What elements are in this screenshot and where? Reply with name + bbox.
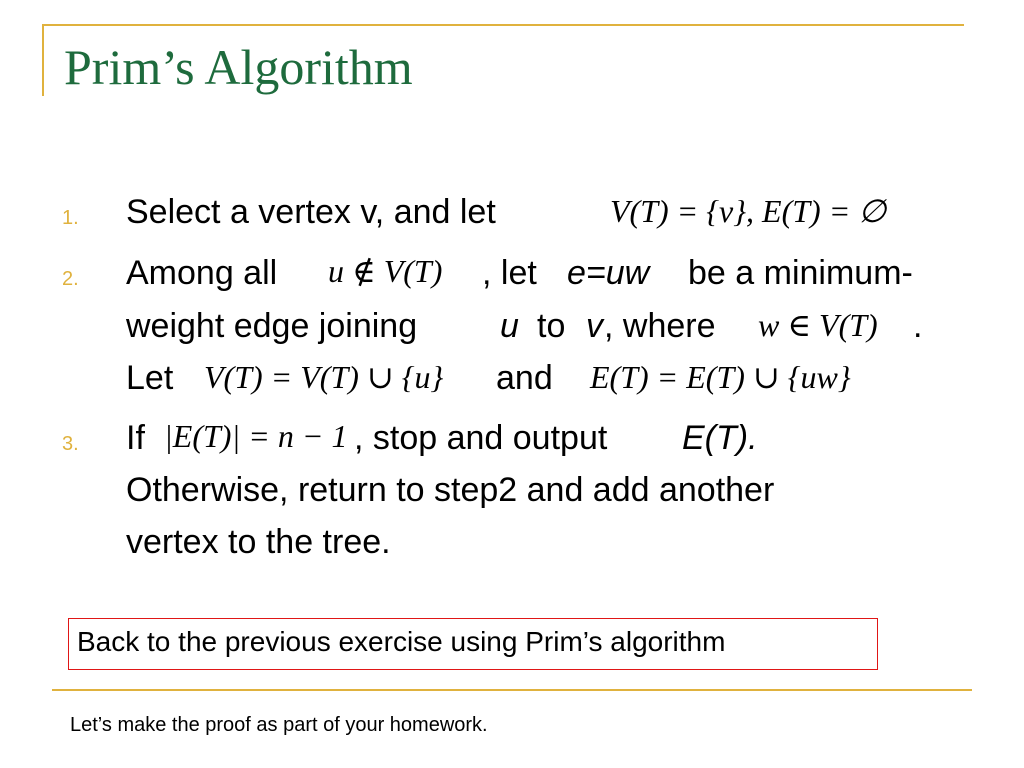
output-et: E(T).: [682, 419, 758, 457]
slide-title: Prim’s Algorithm: [64, 39, 413, 95]
formula-edge-count: |E(T)| = n − 1: [164, 418, 348, 454]
left-rule: [42, 24, 44, 96]
step-text: , stop and output: [354, 419, 608, 457]
step-text: , where: [604, 307, 716, 345]
step-text: , let: [482, 254, 537, 292]
formula-vt-et: V(T) = {v}, E(T) = ∅: [610, 193, 887, 229]
formula-et-union: E(T) = E(T) ∪ {uw}: [590, 359, 851, 395]
var-u: u: [500, 307, 519, 345]
var-v: v: [586, 307, 603, 345]
step-text: to: [537, 307, 566, 345]
step-text: weight edge joining: [126, 307, 418, 345]
step-number: 2.: [62, 268, 79, 290]
footer-text: Let’s make the proof as part of your homework.: [70, 714, 488, 736]
formula-w-in-vt: w ∈ V(T): [758, 307, 878, 343]
step-text: and: [496, 359, 553, 397]
step-number: 1.: [62, 207, 79, 229]
step-text: Let: [126, 359, 174, 397]
bottom-rule: [52, 689, 972, 691]
note-text: Back to the previous exercise using Prim’s algorithm: [77, 626, 726, 657]
formula-vt-union: V(T) = V(T) ∪ {u}: [204, 359, 444, 395]
step-text: Among all: [126, 254, 278, 292]
top-rule: [42, 24, 964, 26]
step-text: If: [126, 419, 145, 457]
step-number: 3.: [62, 433, 79, 455]
edge-variable: e=uw: [567, 254, 650, 292]
step-text: be a minimum-: [688, 254, 913, 292]
step-text: Select a vertex v, and let: [126, 193, 496, 231]
step-text: Otherwise, return to step2 and add another: [126, 471, 775, 509]
formula-u-not-in-vt: u ∉ V(T): [328, 253, 443, 289]
step-text: .: [913, 307, 923, 345]
step-text: vertex to the tree.: [126, 523, 391, 561]
